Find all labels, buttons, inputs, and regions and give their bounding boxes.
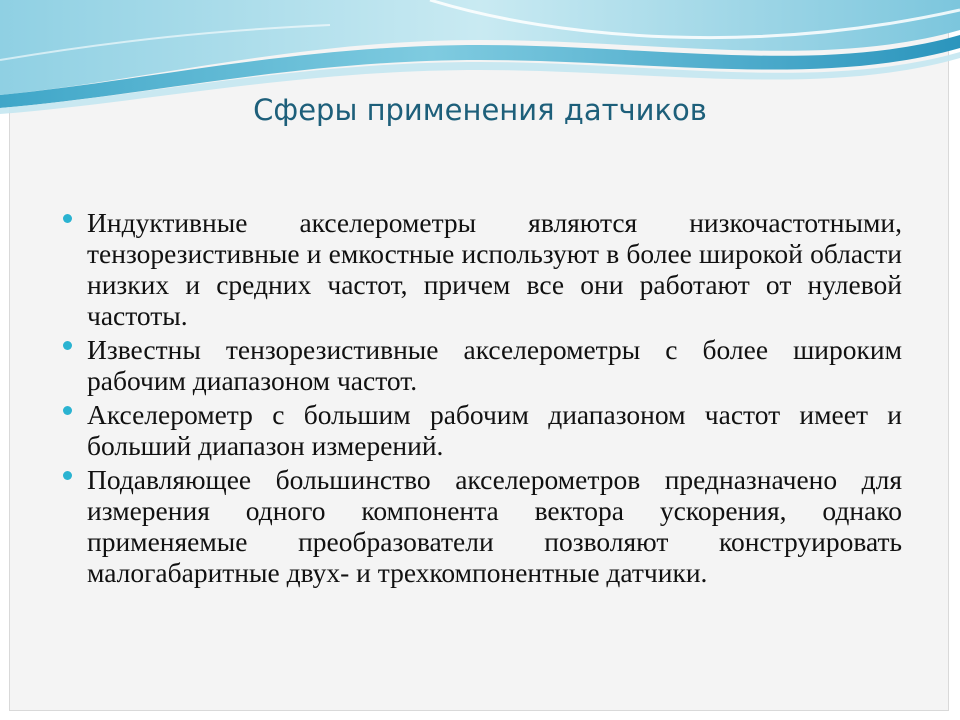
bullet-dot-icon bbox=[63, 406, 72, 415]
bullet-item bbox=[60, 464, 902, 588]
bullet-text: Подавляющее большинство акселерометров предназначено для измерения одного компонента вектора ускорения, однако применяемые преобразователи позволяют конструировать малогабаритные двух- и трехкомпонентные датчики. bbox=[87, 464, 902, 588]
slide-title: Сферы применения датчиков bbox=[253, 93, 707, 127]
bullet-dot-icon bbox=[63, 471, 72, 480]
bullet-item bbox=[60, 207, 902, 331]
bullet-dot-icon bbox=[63, 341, 72, 350]
bullet-text: Индуктивные акселерометры являются низкочастотными, тензорезистивные и емкостные используют в более широкой области низких и средних частот, причем все они работают от нулевой частоты. bbox=[87, 207, 902, 331]
bullet-list bbox=[60, 207, 902, 591]
bullet-text: Известны тензорезистивные акселерометры с более широким рабочим диапазоном частот. bbox=[87, 334, 902, 396]
bullet-item bbox=[60, 399, 902, 461]
bullet-item bbox=[60, 334, 902, 396]
bullet-text: Акселерометр с большим рабочим диапазоном частот имеет и больший диапазон измерений. bbox=[87, 399, 902, 461]
bullet-dot-icon bbox=[63, 214, 72, 223]
